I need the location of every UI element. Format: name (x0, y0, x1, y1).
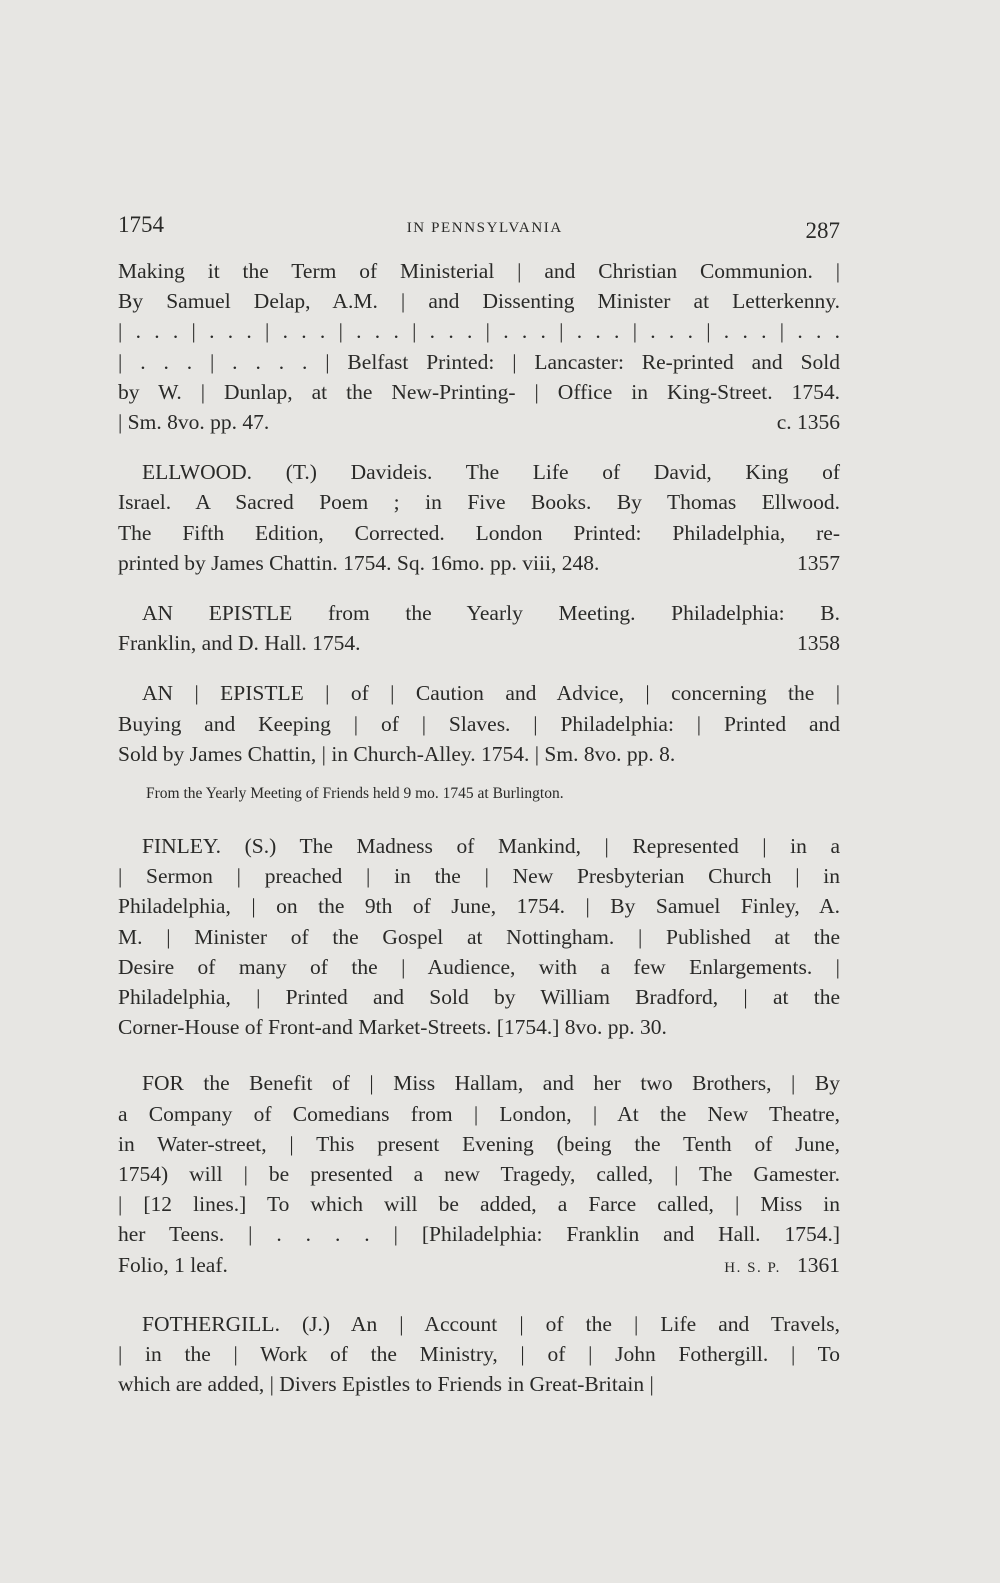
entry-line: by W. | Dunlap, at the New-Printing- | Office in King-Street. 1754. (118, 379, 840, 404)
entry-number: 1358 (797, 631, 840, 656)
entry-line: FOTHERGILL. (J.) An | Account | of the | Life and Travels, (142, 1311, 840, 1336)
entry-format: Franklin, and D. Hall. 1754. (118, 631, 361, 656)
entry-line: | . . . | . . . | . . . | . . . | . . . | . . . | . . . | . . . | . . . | . . . (118, 319, 840, 344)
entry-line: Buying and Keeping | of | Slaves. | Philadelphia: | Printed and (118, 711, 840, 736)
bibliography-entry-1361 (118, 1068, 840, 1282)
entry-number: c. 1356 (776, 410, 840, 435)
entry-line: a Company of Comedians from | London, | At the New Theatre, (118, 1101, 840, 1126)
entry-line: By Samuel Delap, A.M. | and Dissenting Minister at Letterkenny. (118, 289, 840, 314)
bibliography-entry-fothergill (118, 1309, 840, 1400)
entry-line: 1754) will | be presented a new Tragedy, called, | The Gamester. (118, 1162, 840, 1187)
entry-line: AN | EPISTLE | of | Caution and Advice, | concerning the | (142, 681, 840, 706)
entry-last-line (118, 407, 840, 437)
entry-line: Philadelphia, | on the 9th of June, 1754. | By Samuel Finley, A. (118, 894, 840, 919)
text-column (118, 212, 840, 1400)
entry-line: The Fifth Edition, Corrected. London Printed: Philadelphia, re- (118, 520, 840, 545)
bibliography-entry-1358 (118, 598, 840, 658)
bibliography-entry-epistle-caution (118, 678, 840, 769)
entry-line: in Water-street, | This present Evening (being the Tenth of June, (118, 1131, 840, 1156)
entry-last-line (118, 1250, 840, 1283)
entry-line: Making it the Term of Ministerial | and Christian Communion. | (118, 259, 840, 283)
entry-location-and-number (724, 1250, 840, 1283)
entry-line: Philadelphia, | Printed and Sold by William Bradford, | at the (118, 985, 840, 1010)
entry-last-line (118, 628, 840, 658)
entry-line: M. | Minister of the Gospel at Nottingham. | Published at the (118, 924, 840, 949)
entry-number: 1361 (797, 1252, 840, 1277)
entry-last-line (118, 548, 840, 578)
entry-format: Folio, 1 leaf. (118, 1252, 228, 1277)
page-number: 287 (805, 218, 840, 243)
entry-line: | [12 lines.] To which will be added, a Farce called, | Miss in (118, 1192, 840, 1217)
entry-line: AN EPISTLE from the Yearly Meeting. Philadelphia: B. (142, 601, 840, 626)
entry-last-line: Sold by James Chattin, | in Church-Alley. 1754. | Sm. 8vo. pp. 8. (118, 741, 676, 766)
entry-line: her Teens. | . . . . | [Philadelphia: Franklin and Hall. 1754.] (118, 1222, 840, 1247)
entry-number: 1357 (797, 550, 840, 575)
library-location: H. S. P. (724, 1259, 781, 1276)
entry-line: Israel. A Sacred Poem ; in Five Books. By Thomas Ellwood. (118, 490, 840, 515)
bibliography-entry-1356 (118, 256, 840, 437)
running-head (118, 212, 840, 256)
bibliography-entry-1357 (118, 457, 840, 578)
entry-line: Desire of many of the | Audience, with a few Enlargements. | (118, 954, 840, 979)
entry-line: ELLWOOD. (T.) Davideis. The Life of David, King of (142, 460, 840, 485)
entry-format: printed by James Chattin. 1754. Sq. 16mo. pp. viii, 248. (118, 550, 600, 575)
entry-line: | in the | Work of the Ministry, | of | John Fothergill. | To (118, 1342, 840, 1367)
entry-line: FOR the Benefit of | Miss Hallam, and her two Brothers, | By (142, 1071, 840, 1096)
running-head-year: 1754 (118, 212, 164, 237)
bibliography-entry-finley (118, 831, 840, 1042)
entry-line: | Sermon | preached | in the | New Presbyterian Church | in (118, 864, 840, 889)
entry-format: | Sm. 8vo. pp. 47. (118, 410, 270, 435)
entry-line: FINLEY. (S.) The Madness of Mankind, | Represented | in a (142, 834, 840, 859)
entry-note: From the Yearly Meeting of Friends held 9 mo. 1745 at Burlington. (146, 785, 564, 803)
running-head-title: IN PENNSYLVANIA (406, 220, 563, 236)
entry-line: | . . . | . . . . | Belfast Printed: | Lancaster: Re-printed and Sold (118, 349, 840, 374)
entry-line: which are added, | Divers Epistles to Friends in Great-Britain | (118, 1372, 654, 1397)
entry-last-line: Corner-House of Front-and Market-Streets. [1754.] 8vo. pp. 30. (118, 1015, 667, 1040)
